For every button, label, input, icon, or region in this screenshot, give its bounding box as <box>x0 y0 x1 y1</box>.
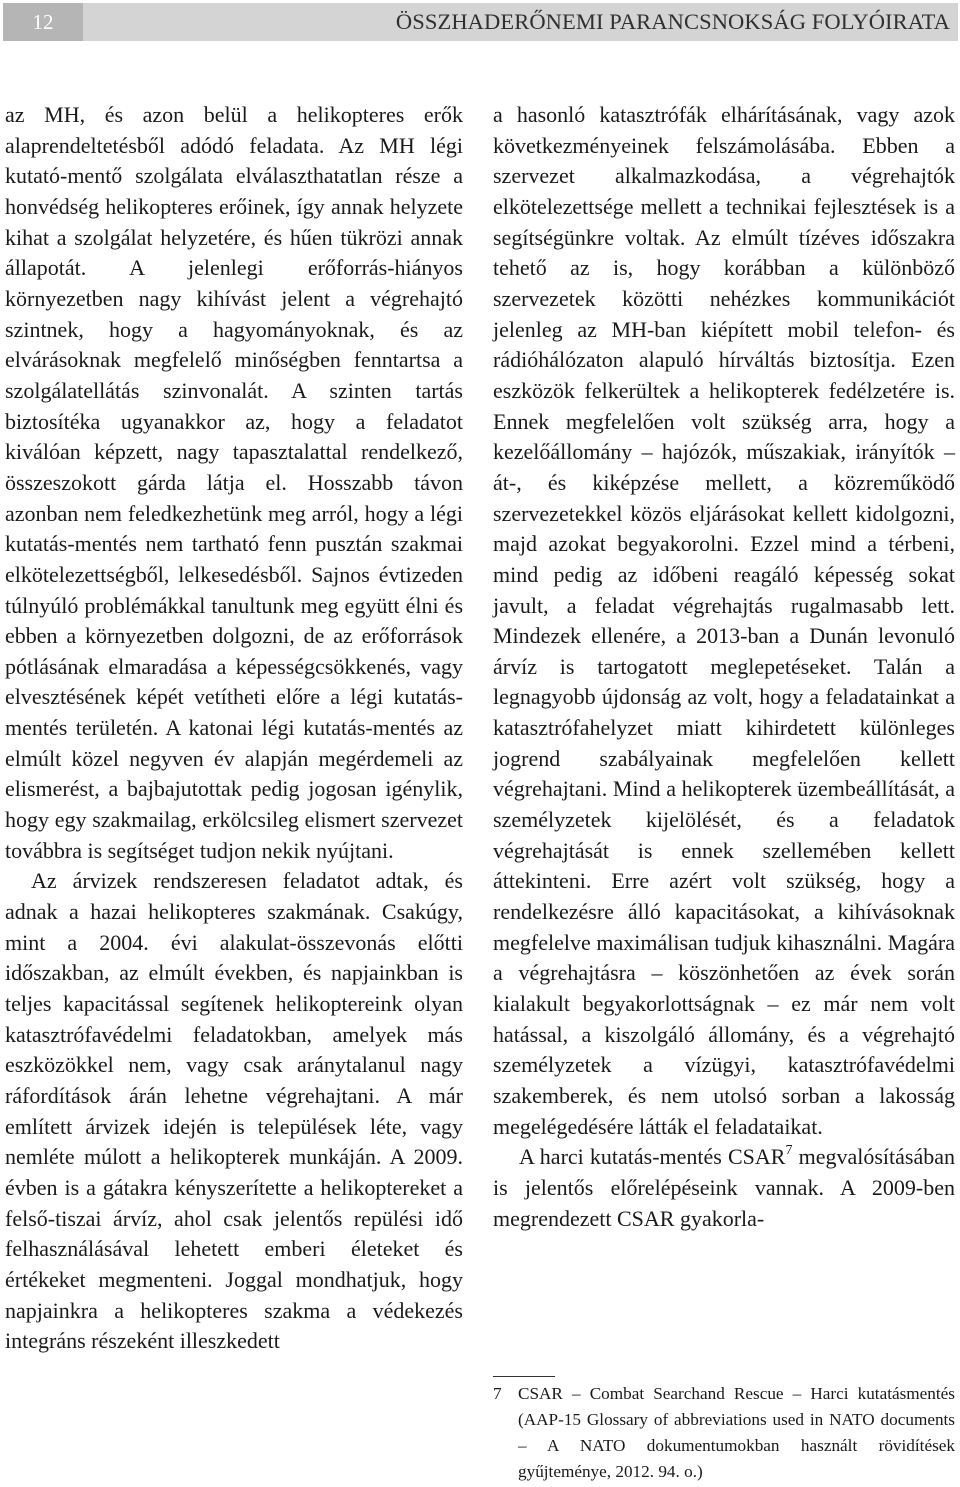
paragraph: az MH, és azon belül a helikopteres erők alaprendeltetésből adódó feladata. Az MH légi kutató-mentő szolgálata elválaszthatatlan része a honvédség helikopteres erőinek, így annak helyzete kihat a szolgálat helyzetére, és hűen tükrözi annak állapotát. A jelenlegi erőforrás-hiányos környezetben nagy kihívást jelent a végrehajtó szintnek, hogy a hagyományoknak, és az elvárásoknak megfelelő minőségben fenntartsa a szolgálatellátás szinvonalát. A szinten tartás biztosítéka ugyanakkor az, hogy a feladatot kiválóan képzett, nagy tapasztalattal rendelkező, összeszokott gárda látja el. Hosszabb távon azonban nem feledkezhetünk meg arról, hogy a légi kutatás-mentés nem tartható fenn pusztán szakmai elkötelezettségből, lelkesedésből. Sajnos évtizeden túlnyúló problémákkal tanultunk meg együtt élni és ebben a környezetben dolgozni, de az erőforrások pótlásának elmaradása a képességcsökkenés, vagy elvesztésének képét vetítheti előre a légi kutatás-mentés területén. A katonai légi kutatás-mentés az elmúlt közel negyven év alapján megérdemeli az elismerést, a bajbajutottak pedig jogosan igénylik, hogy egy szakmailag, erkölcsileg elismert szervezet továbbra is segítséget tudjon nekik nyújtani. <box>5 102 463 863</box>
footnote-text: CSAR – Combat Searchand Rescue – Harci kutatásmentés (AAP-15 Glossary of abbreviations used in NATO documents – A NATO dokumentumokban használt rövidítések gyűjteménye, 2012. 94. o.) <box>518 1384 955 1481</box>
paragraph: Az árvizek rendszeresen feladatot adtak, és adnak a hazai helikopteres szakmának. Csakúgy, mint a 2004. évi alakulat-összevonás előtti időszakban, az elmúlt években, és napjainkban is teljes kapacitással segítenek helikoptereink olyan katasztrófavédelmi feladatokban, amelyek más eszközökkel nem, vagy csak aránytalanul nagy ráfordítások árán lehetne végrehajtani. A már említett árvizek idején is települések léte, vagy nemléte múlott a helikopterek munkáján. A 2009. évben is a gátakra kényszerítette a helikoptereket a felső-tiszai árvíz, ahol csak jelentős repülési idő felhasználásával lehetett emberi életeket és értékeket megmenteni. Joggal mondhatjuk, hogy napjainkra a helikopteres szakma a védekezés integráns részeként illeszkedett <box>5 868 463 1354</box>
footnote-number: 7 <box>493 1384 502 1403</box>
paragraph-text: megvalósításában is jelentős előrelépéseink vannak. A 2009-ben megrendezett CSAR gyakorla- <box>493 1144 955 1231</box>
right-column <box>493 100 955 1234</box>
page-number: 12 <box>3 3 83 41</box>
footnote-separator <box>493 1376 555 1377</box>
footnote <box>493 1381 955 1485</box>
left-column <box>5 100 463 1357</box>
journal-title: ÖSSZHADERŐNEMI PARANCSNOKSÁG FOLYÓIRATA <box>395 9 950 34</box>
paragraph <box>493 1142 955 1234</box>
paragraph-text: A harci kutatás-mentés CSAR <box>519 1144 786 1170</box>
paragraph: a hasonló katasztrófák elhárításának, vagy azok következményeinek felszámolásába. Ebben a szervezet alkalmazkodása, a végrehajtók elkötelezettsége mellett a technikai fejlesztések is a segítségünkre voltak. Az elmúlt tízéves időszakra tehető az is, hogy korábban a különböző szervezetek közötti nehézkes kommunikációt jelenleg az MH-ban kiépített mobil telefon- és rádióhálózaton alapuló hírváltás biztosítja. Ezen eszközök felkerültek a helikopterek fedélzetére is. Ennek megfelelően volt szükség arra, hogy a kezelőállomány – hajózók, műszakiak, irányítók – át-, és kiképzése mellett, a közreműködő szervezetekkel közös eljárásokat kellett kidolgozni, majd azokat begyakorolni. Ezzel mind a térbeni, mind pedig az időbeni reagáló képesség sokat javult, a feladat végrehajtás rugalmasabb lett. Mindezek ellenére, a 2013-ban a Dunán levonuló árvíz is tartogatott meglepetéseket. Talán a legnagyobb újdonság az volt, hogy a feladatainkat a katasztrófahelyzet miatt kihirdetett különleges jogrend szabályainak megfelelően kellett végrehajtani. Mind a helikopterek üzembeállítását, a személyzetek kijelölését, és a feladatok végrehajtását is ennek szellemében kellett áttekinteni. Erre azért volt szükség, hogy a rendelkezésre álló kapacitásokat, a kihívásoknak megfelelve maximálisan tudjuk kihasználni. Magára a végrehajtásra – köszönhetően az évek során kialakult begyakorlottságnak – ez már nem volt hatással, a kiszolgáló állomány, és a végrehajtó személyzetek a vízügyi, katasztrófavédelmi szakemberek, és nem utolsó sorban a lakosság megelégedésére látták el feladataikat. <box>493 102 955 1139</box>
page-header <box>3 3 958 41</box>
footnote-reference[interactable]: 7 <box>785 1143 793 1159</box>
